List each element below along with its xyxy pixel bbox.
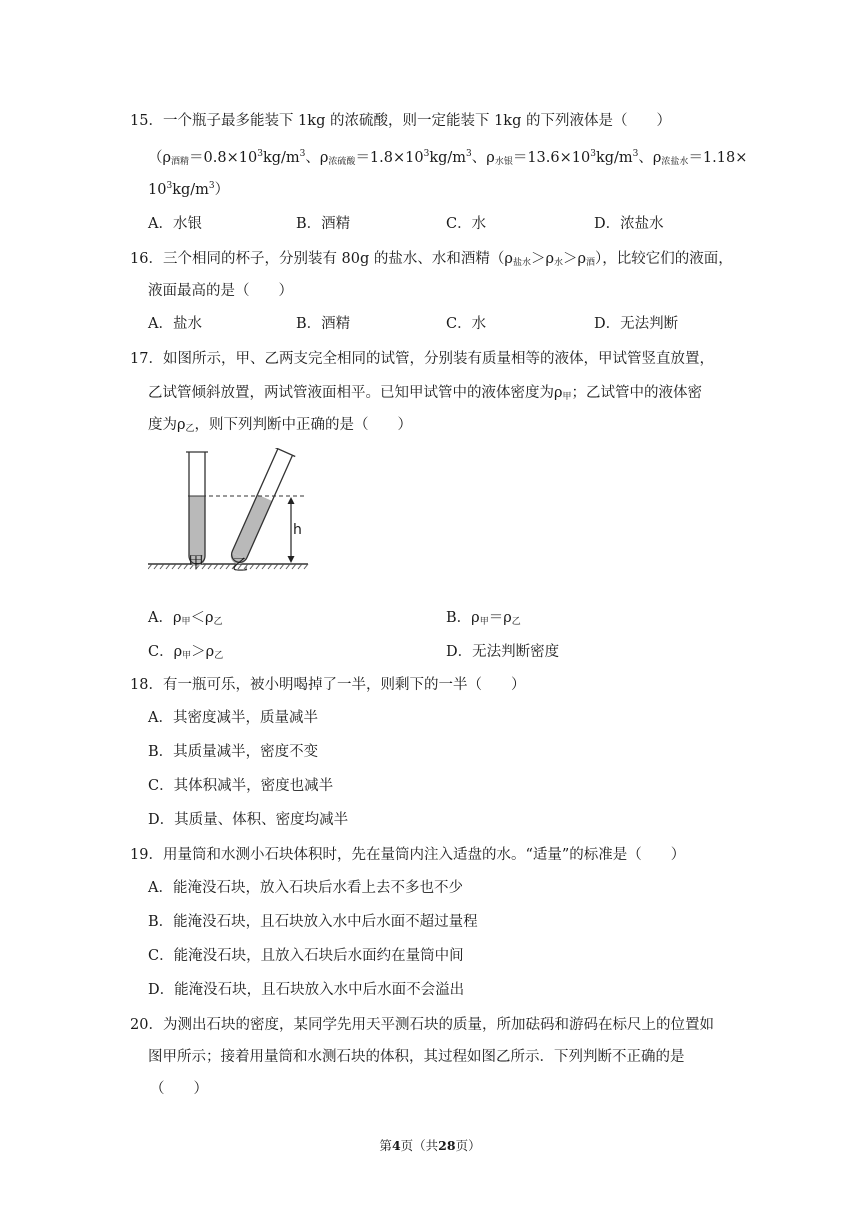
q18-option-b: B．其质量减半，密度不变 <box>148 744 319 760</box>
page-footer: 第4页（共28页） <box>379 1138 481 1153</box>
q20-stem: 20．为测出石块的密度，某同学先用天平测石块的质量，所加砝码和游码在标尺上的位置如 <box>130 1017 714 1033</box>
q15-option-b: B．酒精 <box>296 216 351 232</box>
q16-option-b: B．酒精 <box>296 316 351 332</box>
q15-density-note: （$\rho_{酒精}=0.8\times 10^3kg/m^3$、$\rho_{浓硫酸}=1.8\times 10^3kg/m^3$、$\rho_{水银}=13.6\times 10^3kg/m^3$、$\rho_{浓盐水}=1.18\times$ <box>148 149 748 167</box>
q15-density-note-cont: $10^3kg/m^3$） <box>148 181 230 198</box>
q17-option-c: C．$\rho_甲>\rho_乙$ <box>148 644 224 661</box>
tube-yi-label: 乙 <box>232 555 249 574</box>
q18-stem: 18．有一瓶可乐，被小明喝掉了一半，则剩下的一半（ ） <box>130 677 526 693</box>
test-tube-figure <box>148 448 310 574</box>
q16-option-d: D．无法判断 <box>594 316 679 332</box>
q17-stem-line2: 乙试管倾斜放置，两试管液面相平。已知甲试管中的液体密度为$\rho_甲$；乙试管中的液体密 <box>148 385 703 402</box>
q17-stem-line3: 度为$\rho_乙$，则下列判断中正确的是（ ） <box>148 417 413 434</box>
q15-option-c: C．水 <box>446 216 487 232</box>
q19-option-c: C．能淹没石块，且放入石块后水面约在量筒中间 <box>148 948 464 964</box>
q16-stem-cont: 液面最高的是（ ） <box>148 283 293 299</box>
q19-stem: 19．用量筒和水测小石块体积时，先在量筒内注入适盘的水。“适量”的标准是（ ） <box>130 847 686 863</box>
q16-stem: 16．三个相同的杯子，分别装有 80g 的盐水、水和酒精$(\rho_{盐水}>\rho_水>\rho_酒)$，比较它们的液面， <box>130 251 733 268</box>
q20-answer-blank: （ ） <box>150 1081 208 1097</box>
q16-option-c: C．水 <box>446 316 487 332</box>
q17-option-d: D．无法判断密度 <box>446 644 560 660</box>
tube-jia-label: 甲 <box>188 553 205 572</box>
q19-option-b: B．能淹没石块，且石块放入水中后水面不超过量程 <box>148 914 478 930</box>
tube-yi <box>226 448 296 568</box>
page-number: 4 <box>391 1138 401 1153</box>
q16-option-a: A．盐水 <box>148 316 202 332</box>
q18-option-c: C．其体积减半，密度也减半 <box>148 778 334 794</box>
q17-stem: 17．如图所示，甲、乙两支完全相同的试管，分别装有质量相等的液体，甲试管竖直放置， <box>130 351 714 367</box>
q15-option-a: A．水银 <box>148 216 202 232</box>
q17-option-a: A．$\rho_甲<\rho_乙$ <box>148 610 223 627</box>
tube-jia <box>186 452 208 566</box>
q20-stem-line2: 图甲所示；接着用量筒和水测石块的体积，其过程如图乙所示．下列判断不正确的是 <box>148 1049 685 1065</box>
q19-option-d: D．能淹没石块，且石块放入水中后水面不会溢出 <box>148 982 465 998</box>
q19-option-a: A．能淹没石块，放入石块后水看上去不多也不少 <box>148 880 463 896</box>
q15-stem: 15．一个瓶子最多能装下 1kg 的浓硫酸，则一定能装下 1kg 的下列液体是（ ） <box>130 113 671 129</box>
total-pages: 28 <box>438 1138 456 1153</box>
height-label: h <box>293 522 302 538</box>
q18-option-d: D．其质量、体积、密度均减半 <box>148 812 349 828</box>
q15-option-d: D．浓盐水 <box>594 216 664 232</box>
q17-option-b: B．$\rho_甲=\rho_乙$ <box>446 610 521 627</box>
test-tube-diagram <box>148 448 310 574</box>
q18-option-a: A．其密度减半，质量减半 <box>148 710 318 726</box>
